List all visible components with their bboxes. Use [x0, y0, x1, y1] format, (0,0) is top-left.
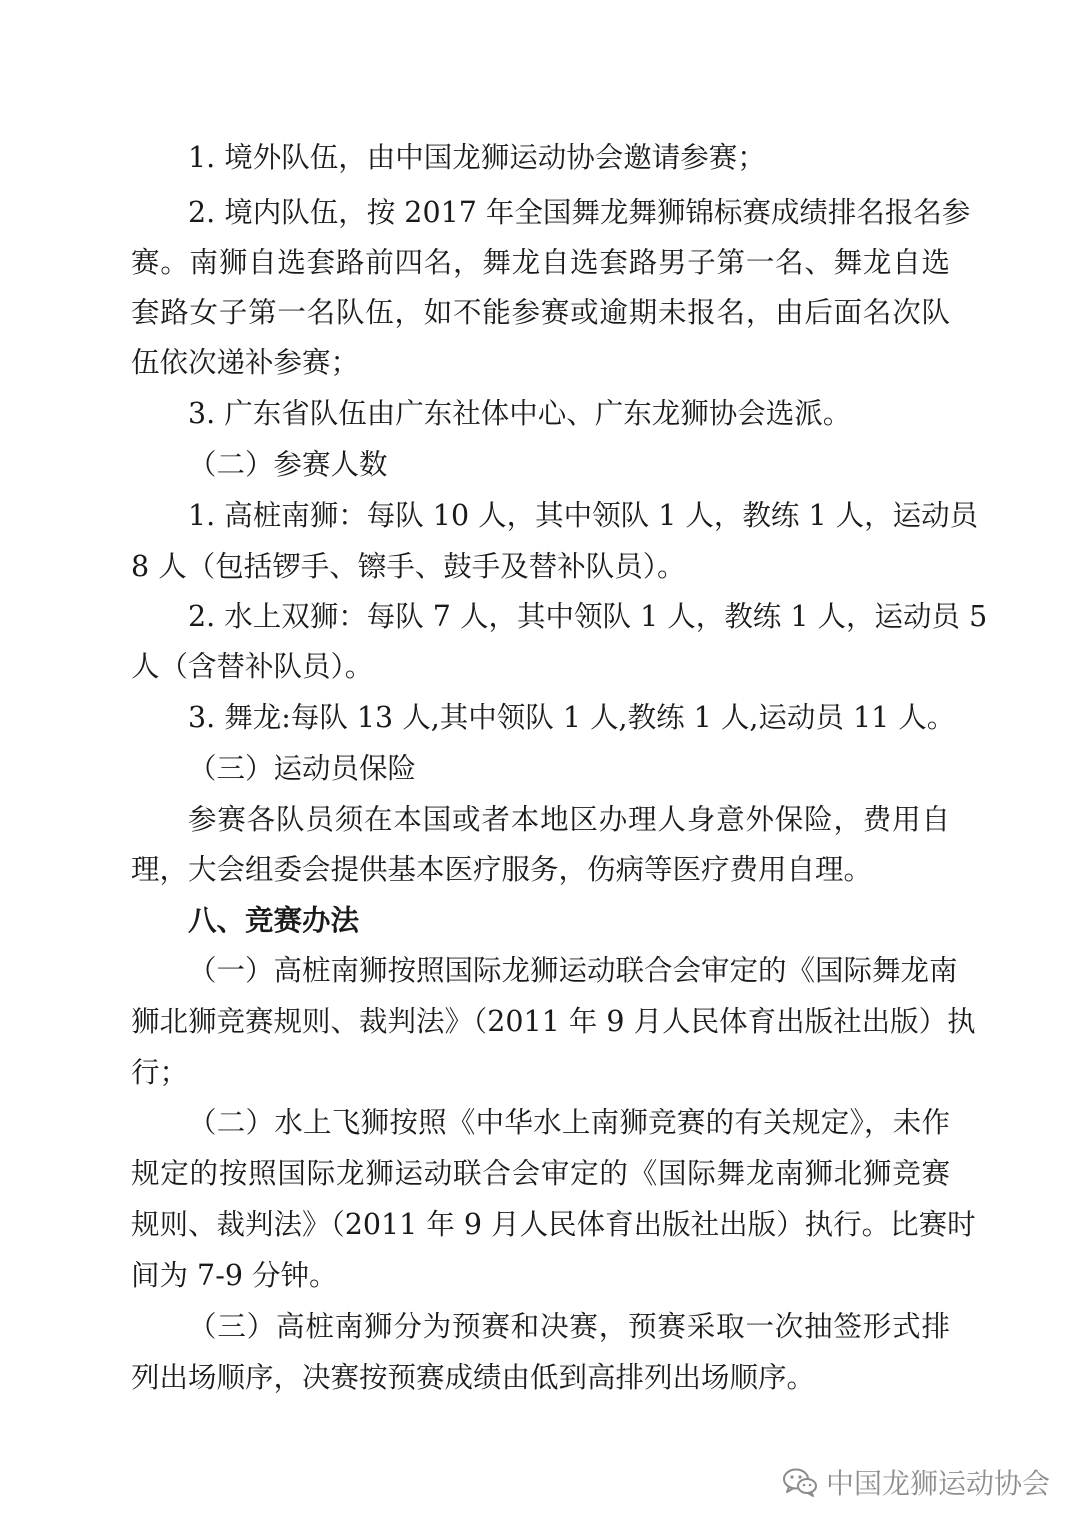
section-heading: （三）运动员保险	[188, 752, 417, 785]
wechat-icon	[782, 1467, 818, 1497]
text-line: 1. 高桩南狮：每队 10 人，其中领队 1 人，教练 1 人，运动员	[188, 499, 979, 532]
text-line: 1. 境外队伍，由中国龙狮运动协会邀请参赛；	[188, 141, 766, 174]
text-line: 2. 境内队伍，按 2017 年全国舞龙舞狮锦标赛成绩排名报名参	[188, 196, 971, 229]
text-line: 间为 7-9 分钟。	[131, 1259, 338, 1292]
text-line: 伍依次递补参赛；	[131, 346, 360, 379]
text-line: 规定的按照国际龙狮运动联合会审定的《国际舞龙南狮北狮竞赛	[131, 1157, 950, 1190]
text-line: 2. 水上双狮：每队 7 人，其中领队 1 人，教练 1 人，运动员 5	[188, 600, 988, 633]
text-line: （一）高桩南狮按照国际龙狮运动联合会审定的《国际舞龙南	[188, 954, 958, 987]
text-line: 赛。南狮自选套路前四名，舞龙自选套路男子第一名、舞龙自选	[131, 246, 950, 279]
text-line: 参赛各队员须在本国或者本地区办理人身意外保险，费用自	[188, 803, 950, 836]
watermark-text: 中国龙狮运动协会	[826, 1467, 1051, 1500]
text-line: 行；	[131, 1056, 189, 1089]
chapter-heading: 八、竞赛办法	[188, 903, 360, 937]
text-line: 8 人（包括锣手、镲手、鼓手及替补队员）。	[131, 550, 686, 583]
text-line: 人（含替补队员）。	[131, 650, 374, 683]
text-line: 狮北狮竞赛规则、裁判法》（2011 年 9 月人民体育出版社出版）执	[131, 1005, 976, 1038]
text-line: 列出场顺序，决赛按预赛成绩由低到高排列出场顺序。	[131, 1361, 816, 1394]
text-line: 规则、裁判法》（2011 年 9 月人民体育出版社出版）执行。比赛时	[131, 1208, 976, 1241]
section-heading: （二）参赛人数	[188, 448, 388, 481]
wechat-watermark	[782, 1462, 1050, 1502]
text-line: （三）高桩南狮分为预赛和决赛，预赛采取一次抽签形式排	[188, 1310, 950, 1343]
text-line: 套路女子第一名队伍，如不能参赛或逾期未报名，由后面名次队	[131, 296, 950, 329]
text-line: 3. 广东省队伍由广东社体中心、广东龙狮协会选派。	[188, 397, 852, 430]
text-line: （二）水上飞狮按照《中华水上南狮竞赛的有关规定》，未作	[188, 1106, 950, 1139]
text-line: 3. 舞龙:每队 13 人,其中领队 1 人,教练 1 人,运动员 11 人。	[188, 701, 956, 734]
text-line: 理，大会组委会提供基本医疗服务，伤病等医疗费用自理。	[131, 853, 873, 886]
